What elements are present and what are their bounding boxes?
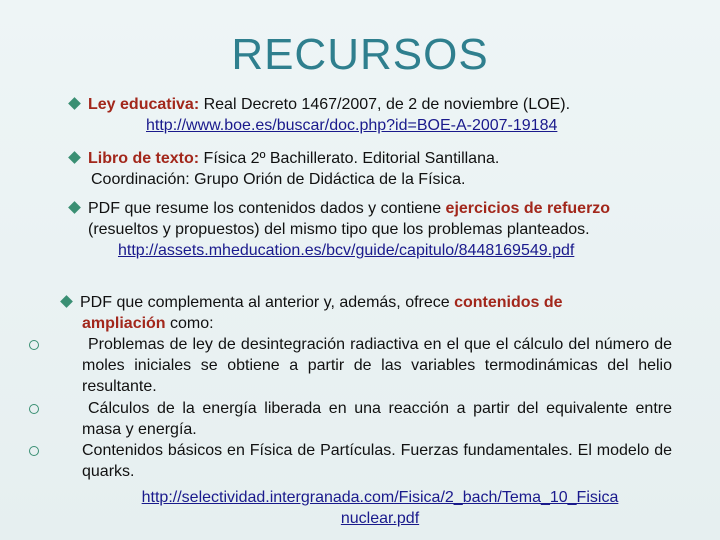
pdf-ampliacion-highlight1: contenidos de [454, 294, 563, 311]
subitem-text: Problemas de ley de desintegración radiactiva en el que el cálculo del número de moles iniciales se obtiene a partir de las variables termodinámicas del helio resultante. [82, 336, 672, 395]
pdf-ampliacion-text: PDF que complementa al anterior y, además, ofrece [80, 294, 455, 311]
pdf-ampliacion-text-b: como: [165, 315, 214, 332]
boe-link[interactable]: http://www.boe.es/buscar/doc.php?id=BOE-A-2007-19184 [146, 117, 558, 134]
subitem-desintegracion [30, 334, 672, 397]
bullet-ley-educativa [70, 94, 670, 136]
diamond-bullet-icon [60, 295, 73, 308]
diamond-bullet-icon [68, 97, 81, 110]
pdf-resumen-highlight: ejercicios de refuerzo [445, 200, 611, 217]
bullet-libro-texto [70, 148, 670, 190]
circle-bullet-icon [29, 404, 39, 414]
pdf-resumen-line2: (resueltos y propuestos) del mismo tipo que los problemas planteados. [88, 221, 590, 238]
circle-bullet-icon [29, 446, 39, 456]
libro-line2: Coordinación: Grupo Orión de Didáctica de la Física. [91, 171, 466, 188]
subitem-particulas [30, 440, 672, 482]
intergranada-link-line2[interactable]: nuclear.pdf [340, 510, 420, 527]
subitem-text: Contenidos básicos en Física de Partículas. Fuerzas fundamentales. El modelo de quarks. [82, 442, 672, 480]
mheducation-link[interactable]: http://assets.mheducation.es/bcv/guide/capitulo/8448169549.pdf [118, 242, 575, 259]
pdf-resumen-text: PDF que resume los contenidos dados y contiene [88, 200, 446, 217]
subitem-text: Cálculos de la energía liberada en una reacción a partir del equivalente entre masa y energía. [82, 400, 672, 438]
subitem-energia [30, 398, 672, 440]
pdf-ampliacion-highlight2: ampliación [82, 315, 166, 332]
intergranada-link-line1[interactable]: http://selectividad.intergranada.com/Fisica/2_bach/Tema_10_Fisica [141, 489, 619, 506]
bullet-pdf-ampliacion [62, 292, 672, 334]
diamond-bullet-icon [68, 201, 81, 214]
slide-title: RECURSOS [231, 30, 489, 79]
libro-label: Libro de texto: [88, 150, 200, 167]
libro-text: Física 2º Bachillerato. Editorial Santillana. [199, 150, 500, 167]
circle-bullet-icon [29, 340, 39, 350]
ley-label: Ley educativa: [88, 96, 200, 113]
bullet-pdf-resumen [70, 198, 690, 261]
ley-text: Real Decreto 1467/2007, de 2 de noviembre (LOE). [199, 96, 571, 113]
diamond-bullet-icon [68, 151, 81, 164]
intergranada-link-block [60, 487, 700, 529]
